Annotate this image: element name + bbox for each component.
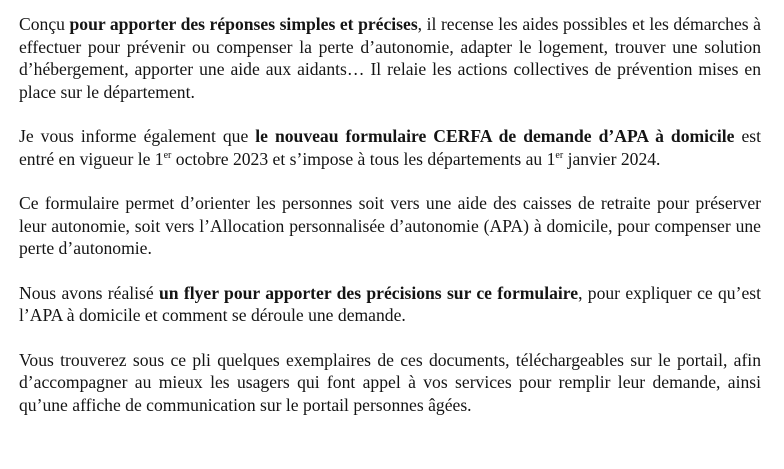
- paragraph-3: [19, 192, 761, 260]
- paragraph-2-text: Je vous informe également que: [19, 126, 256, 146]
- paragraph-2-text: janvier 2024.: [563, 148, 661, 169]
- paragraph-2-text: est entré en vigueur le 1: [19, 126, 761, 169]
- paragraph-3-text: Ce formulaire permet d’orienter les personnes soit vers une aide des caisses de retraite pour préserver leur autonomie, soit vers l’Allocation personnalisée d’autonomie (APA) à domicile, pour compenser une perte d’autonomie.: [19, 193, 761, 258]
- paragraph-1: [19, 13, 761, 103]
- paragraph-1-bold-phrase: pour apporter des réponses simples et précises: [69, 14, 418, 34]
- paragraph-1-text: Conçu: [19, 14, 70, 34]
- paragraph-5-text: Vous trouverez sous ce pli quelques exemplaires de ces documents, téléchargeables sur le portail, afin d’accompagner au mieux les usagers qui font appel à vos services pour remplir leur demande, ainsi qu’une affiche de communication sur le portail personnes âgées.: [19, 349, 761, 415]
- paragraph-2-bold-phrase: le nouveau formulaire CERFA de demande d’APA à domicile: [255, 126, 735, 146]
- document-body: [19, 13, 761, 438]
- paragraph-4-text: , pour expliquer ce qu’est l’APA à domicile et comment se déroule une demande.: [19, 282, 761, 325]
- paragraph-4: [19, 282, 761, 327]
- paragraph-4-bold-phrase: un flyer pour apporter des précisions sur ce formulaire: [159, 282, 579, 303]
- paragraph-2: [19, 125, 761, 170]
- paragraph-4-text: Nous avons réalisé: [19, 282, 160, 303]
- ordinal-superscript: er: [163, 149, 172, 161]
- paragraph-1-text: , il recense les aides possibles et les démarches à effectuer pour prévenir ou compenser la perte d’autonomie, adapter le logement, trouver une solution d’hébergement, apporter une aide aux aidants… Il relaie les actions collectives de prévention mises en place sur le département.: [19, 14, 761, 102]
- paragraph-2-text: octobre 2023 et s’impose à tous les départements au 1: [171, 148, 556, 169]
- ordinal-superscript: er: [555, 149, 564, 161]
- paragraph-5: [19, 349, 761, 417]
